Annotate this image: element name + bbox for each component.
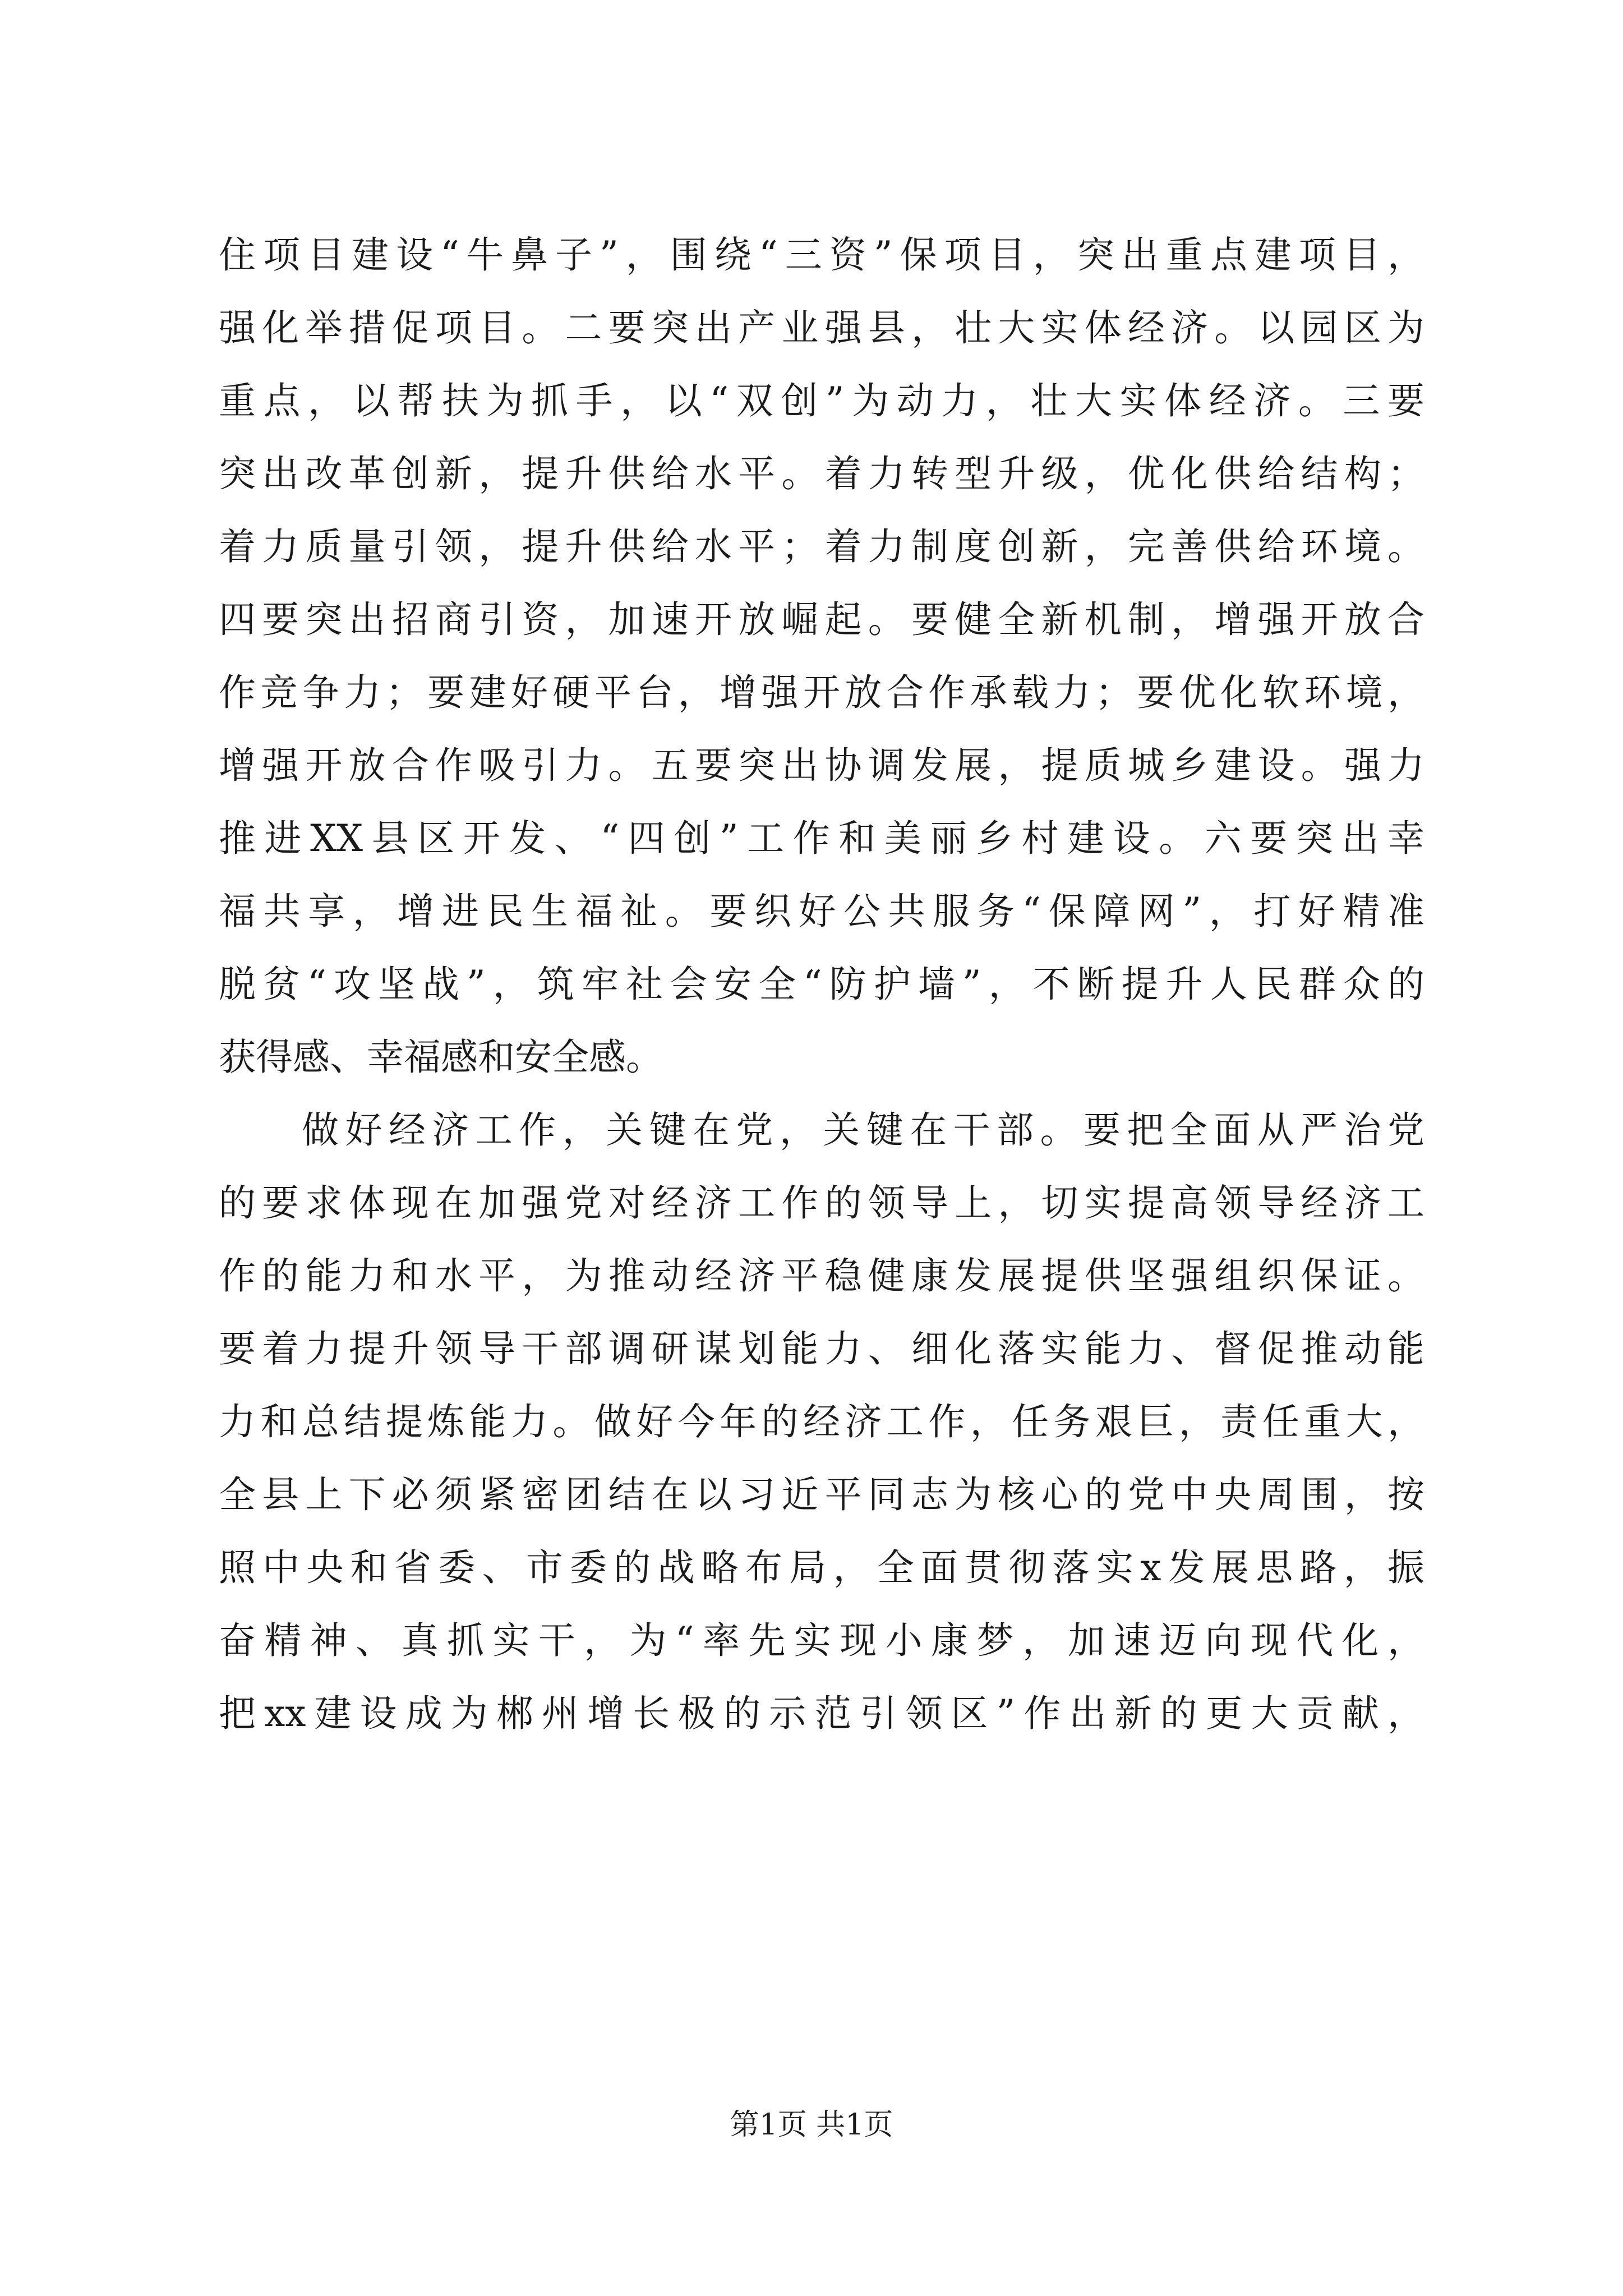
document-body <box>219 219 1424 1750</box>
text-line: 四要突出招商引资，加速开放崛起。要健全新机制，增强开放合 <box>219 598 1424 641</box>
text-line: 照中央和省委、市委的战略布局，全面贯彻落实x发展思路，振 <box>219 1546 1424 1589</box>
text-line: 推进XX县区开发、“四创”工作和美丽乡村建设。六要突出幸 <box>219 817 1424 860</box>
text-line: 作的能力和水平，为推动经济平稳健康发展提供坚强组织保证。 <box>219 1254 1424 1297</box>
text-line: 增强开放合作吸引力。五要突出协调发展，提质城乡建设。强力 <box>219 744 1424 787</box>
text-line: 重点，以帮扶为抓手，以“双创”为动力，壮大实体经济。三要 <box>219 379 1424 422</box>
page-number-label: 第1页 共1页 <box>730 2108 893 2142</box>
text-line: 作竞争力；要建好硬平台，增强开放合作承载力；要优化软环境， <box>219 671 1424 714</box>
text-line: 获得感、幸福感和安全感。 <box>219 1036 663 1079</box>
text-line: 的要求体现在加强党对经济工作的领导上，切实提高领导经济工 <box>219 1181 1424 1225</box>
text-line: 脱贫“攻坚战”，筑牢社会安全“防护墙”，不断提升人民群众的 <box>219 963 1424 1006</box>
text-line: 奋精神、真抓实干，为“率先实现小康梦，加速迈向现代化， <box>219 1619 1424 1662</box>
text-line: 要着力提升领导干部调研谋划能力、细化落实能力、督促推动能 <box>219 1327 1424 1370</box>
text-line: 力和总结提炼能力。做好今年的经济工作，任务艰巨，责任重大， <box>219 1400 1424 1443</box>
paragraph-1 <box>219 219 1424 1094</box>
text-line: 做好经济工作，关键在党，关键在干部。要把全面从严治党 <box>302 1108 1424 1152</box>
text-line: 福共享，增进民生福祉。要织好公共服务“保障网”，打好精准 <box>219 890 1424 933</box>
text-line: 突出改革创新，提升供给水平。着力转型升级，优化供给结构； <box>219 452 1424 495</box>
page-footer <box>0 2101 1623 2143</box>
paragraph-2 <box>219 1094 1424 1750</box>
text-line: 把xx建设成为郴州增长极的示范引领区”作出新的更大贡献， <box>219 1692 1424 1735</box>
text-line: 住项目建设“牛鼻子”，围绕“三资”保项目，突出重点建项目， <box>219 233 1424 277</box>
text-line: 着力质量引领，提升供给水平；着力制度创新，完善供给环境。 <box>219 525 1424 568</box>
text-line: 强化举措促项目。二要突出产业强县，壮大实体经济。以园区为 <box>219 306 1424 349</box>
text-line: 全县上下必须紧密团结在以习近平同志为核心的党中央周围，按 <box>219 1473 1424 1516</box>
